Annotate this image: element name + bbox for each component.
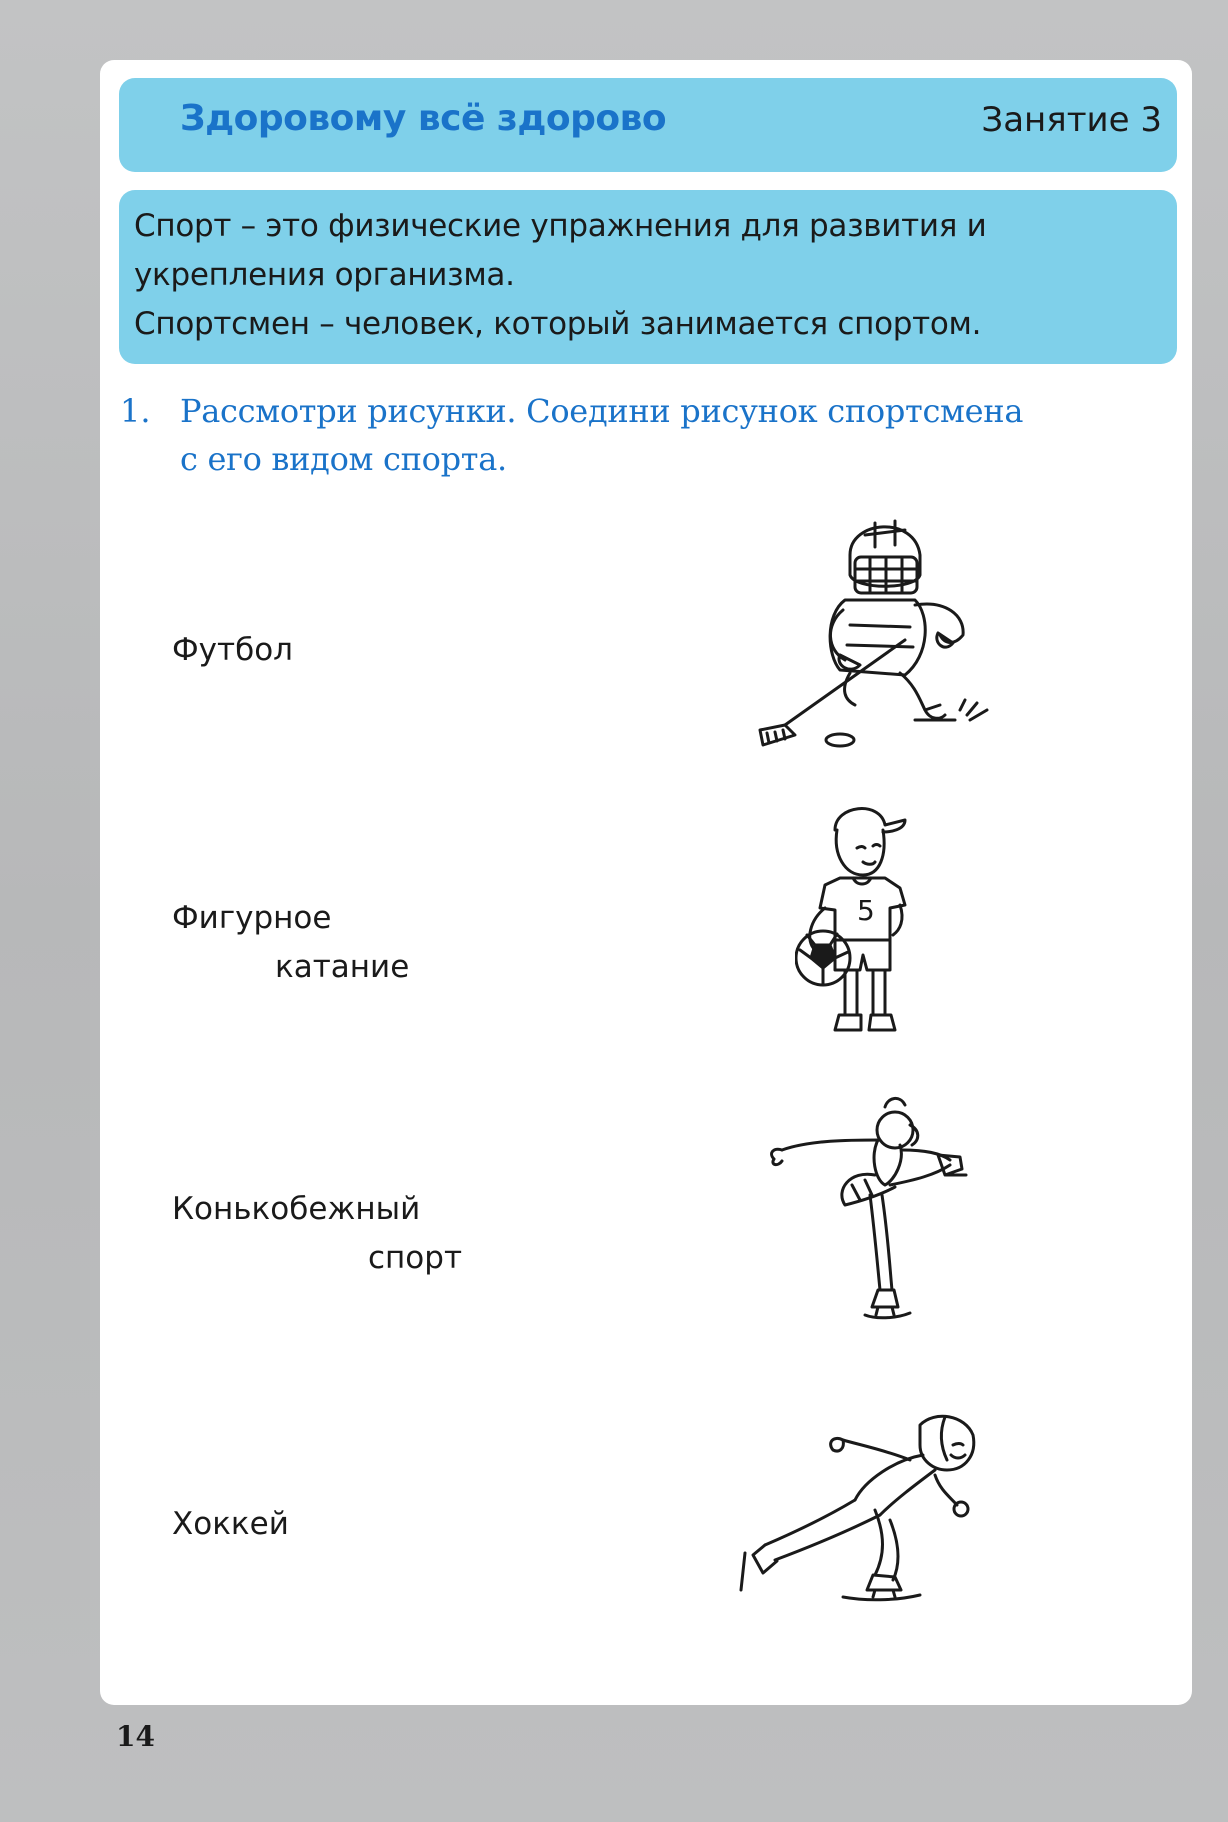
task-number: 1. [120, 392, 151, 430]
svg-text:5: 5 [857, 894, 875, 927]
sport-label-speed-skating-line2[interactable]: спорт [368, 1240, 463, 1276]
page-number: 14 [116, 1720, 155, 1753]
page-title: Здоровому всё здорово [180, 98, 667, 139]
speed-skater-icon[interactable] [735, 1405, 980, 1610]
sport-label-speed-skating-line1[interactable]: Конькобежный [172, 1191, 421, 1227]
sport-label-figure-skating-line2[interactable]: катание [275, 949, 410, 985]
sport-label-figure-skating-line1[interactable]: Фигурное [172, 900, 332, 936]
task-instruction-line-1: Рассмотри рисунки. Соедини рисунок спортсмена [180, 392, 1024, 430]
football-player-icon[interactable] [795, 800, 935, 1045]
sport-label-football[interactable]: Футбол [172, 632, 293, 668]
figure-skater-icon[interactable] [760, 1095, 970, 1335]
task-instruction-line-2: с его видом спорта. [180, 440, 507, 478]
definition-line-3: Спортсмен – человек, который занимается спортом. [134, 306, 982, 342]
sport-label-hockey[interactable]: Хоккей [172, 1506, 289, 1542]
definition-line-2: укрепления организма. [134, 257, 515, 293]
lesson-label: Занятие 3 [981, 100, 1162, 140]
definition-line-1: Спорт – это физические упражнения для развития и [134, 208, 987, 244]
hockey-player-icon[interactable] [755, 505, 995, 750]
